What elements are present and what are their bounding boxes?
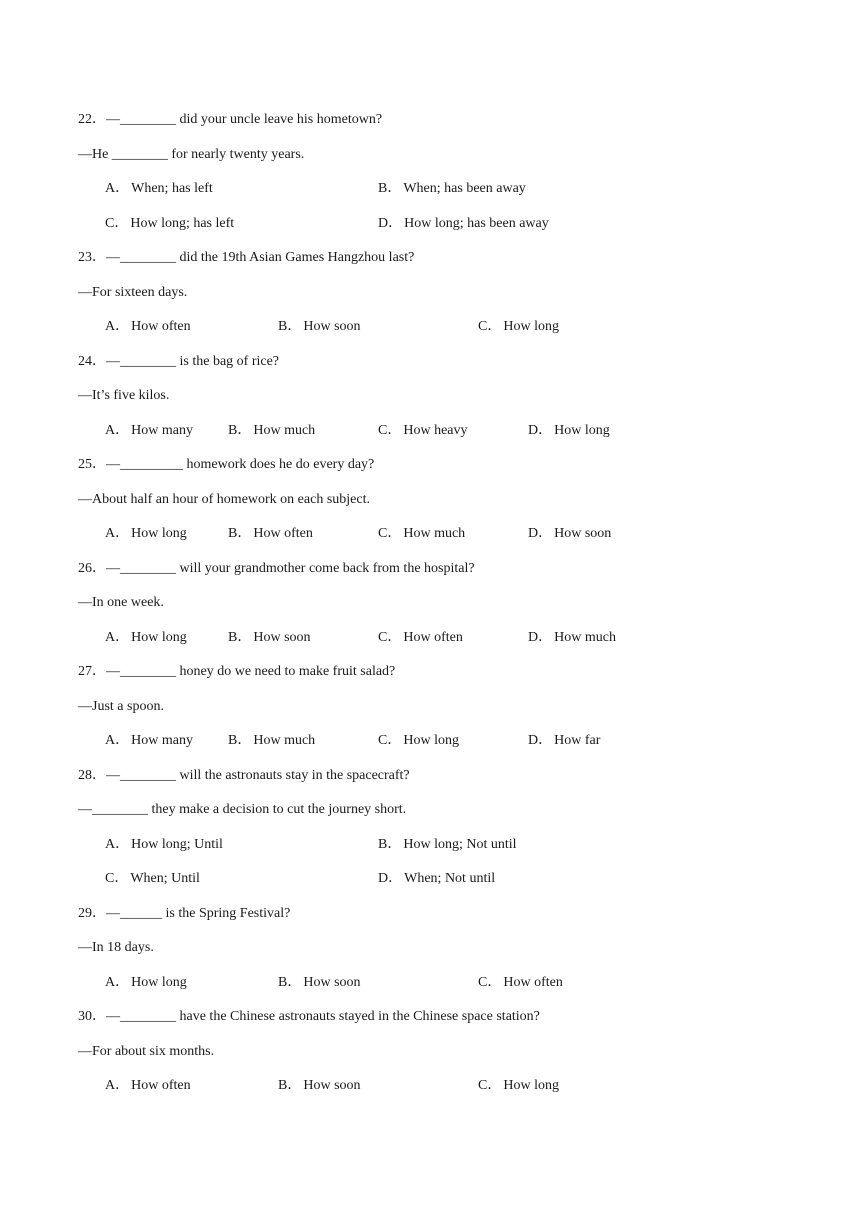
answer-option[interactable] <box>378 179 526 199</box>
options-row <box>0 628 860 663</box>
option-text: When; Not until <box>404 871 496 886</box>
option-letter: C． <box>378 526 402 541</box>
option-letter: C． <box>105 215 129 231</box>
option-text: How long; has left <box>130 215 235 231</box>
option-letter: B． <box>228 422 252 438</box>
answer-option[interactable] <box>105 869 200 889</box>
option-text: How far <box>554 733 601 748</box>
answer-option[interactable] <box>478 973 563 993</box>
option-letter: B． <box>378 181 402 196</box>
option-letter: B． <box>228 629 252 645</box>
options-row <box>0 214 860 249</box>
option-letter: B． <box>278 1078 302 1093</box>
answer-option[interactable] <box>278 317 361 337</box>
question-reply: —He ________ for nearly twenty years. <box>78 146 305 162</box>
option-letter: B． <box>228 733 252 748</box>
question-stem: 27．—________ honey do we need to make fruit salad? <box>78 664 396 679</box>
option-text: How much <box>253 733 316 748</box>
option-text: How long; Not until <box>403 836 517 852</box>
options-row <box>0 1076 860 1111</box>
question-reply: —In 18 days. <box>78 940 154 955</box>
options-row <box>0 179 860 214</box>
answer-option[interactable] <box>478 1076 559 1096</box>
question-stem: 24．—________ is the bag of rice? <box>78 353 280 369</box>
option-text: How long <box>131 526 187 541</box>
option-text: How often <box>131 1078 191 1093</box>
option-letter: A． <box>105 422 130 438</box>
option-text: How often <box>403 629 463 645</box>
answer-option[interactable] <box>105 973 187 993</box>
option-text: When; has been away <box>403 181 526 196</box>
answer-option[interactable] <box>228 524 313 544</box>
option-letter: C． <box>478 1078 502 1093</box>
option-text: When; Until <box>130 871 200 886</box>
question-block <box>0 248 860 352</box>
answer-option[interactable] <box>228 628 311 648</box>
option-text: How heavy <box>403 422 468 438</box>
option-letter: D． <box>528 526 553 541</box>
answer-option[interactable] <box>228 421 315 441</box>
option-text: How many <box>131 422 193 438</box>
answer-option[interactable] <box>278 1076 361 1096</box>
question-reply: —________ they make a decision to cut the journey short. <box>78 802 407 817</box>
option-text: How long <box>131 629 187 645</box>
option-text: How long <box>403 733 459 748</box>
question-reply: —For sixteen days. <box>78 284 188 300</box>
answer-option[interactable] <box>528 524 611 544</box>
options-row <box>0 731 860 766</box>
answer-option[interactable] <box>105 179 213 199</box>
question-block <box>0 662 860 766</box>
option-text: How often <box>253 526 313 541</box>
answer-option[interactable] <box>105 317 191 337</box>
answer-option[interactable] <box>528 421 610 441</box>
option-text: How many <box>131 733 193 748</box>
question-stem: 22．—________ did your uncle leave his hometown? <box>78 112 383 127</box>
question-reply: —Just a spoon. <box>78 698 164 714</box>
option-text: How much <box>253 422 316 438</box>
question-block <box>0 110 860 248</box>
answer-option[interactable] <box>105 731 193 751</box>
question-stem: 28．—________ will the astronauts stay in the spacecraft? <box>78 767 410 783</box>
option-text: How soon <box>253 629 311 645</box>
option-text: How soon <box>303 319 361 334</box>
question-block <box>0 559 860 663</box>
answer-option[interactable] <box>378 524 465 544</box>
option-letter: C． <box>378 733 402 748</box>
option-letter: C． <box>478 319 502 334</box>
options-row <box>0 835 860 870</box>
option-letter: C． <box>105 871 129 886</box>
option-letter: B． <box>278 319 302 334</box>
answer-option[interactable] <box>105 628 187 648</box>
option-letter: C． <box>478 974 502 990</box>
answer-option[interactable] <box>378 421 468 441</box>
option-letter: A． <box>105 974 130 990</box>
option-letter: B． <box>278 974 302 990</box>
options-row <box>0 869 860 904</box>
option-text: How long; has been away <box>404 215 549 231</box>
option-text: How much <box>554 629 616 645</box>
option-letter: A． <box>105 629 130 645</box>
option-letter: A． <box>105 733 130 748</box>
options-row <box>0 317 860 352</box>
answer-option[interactable] <box>378 869 495 889</box>
option-text: How much <box>403 526 466 541</box>
option-text: How long <box>503 319 559 334</box>
option-text: How long; Until <box>131 836 223 852</box>
question-reply: —In one week. <box>78 595 164 610</box>
question-reply: —About half an hour of homework on each subject. <box>78 491 370 507</box>
question-block <box>0 352 860 456</box>
option-letter: A． <box>105 836 130 852</box>
option-text: How long <box>503 1078 559 1093</box>
option-letter: C． <box>378 629 402 645</box>
question-block <box>0 904 860 1008</box>
option-text: How often <box>131 319 191 334</box>
answer-option[interactable] <box>105 214 234 234</box>
answer-option[interactable] <box>378 835 517 855</box>
option-letter: A． <box>105 526 130 541</box>
answer-option[interactable] <box>105 835 223 855</box>
options-row <box>0 973 860 1008</box>
option-letter: D． <box>528 629 553 645</box>
answer-option[interactable] <box>378 628 463 648</box>
answer-option[interactable] <box>378 731 459 751</box>
option-letter: D． <box>528 733 553 748</box>
option-letter: D． <box>378 871 403 886</box>
question-stem: 30．—________ have the Chinese astronauts stayed in the Chinese space station? <box>78 1009 540 1024</box>
question-block <box>0 455 860 559</box>
question-reply: —It’s five kilos. <box>78 388 170 403</box>
option-letter: A． <box>105 1078 130 1093</box>
option-letter: A． <box>105 181 130 196</box>
answer-option[interactable] <box>278 973 361 993</box>
options-row <box>0 524 860 559</box>
answer-option[interactable] <box>228 731 315 751</box>
question-stem: 25．—_________ homework does he do every day? <box>78 457 375 472</box>
option-letter: D． <box>528 422 553 438</box>
answer-option[interactable] <box>528 628 616 648</box>
question-stem: 29．—______ is the Spring Festival? <box>78 905 291 921</box>
option-letter: B． <box>378 836 402 852</box>
question-stem: 23．—________ did the 19th Asian Games Hangzhou last? <box>78 250 415 265</box>
option-text: How soon <box>303 1078 361 1093</box>
option-letter: A． <box>105 319 130 334</box>
question-reply: —For about six months. <box>78 1043 215 1059</box>
option-text: When; has left <box>131 181 213 196</box>
option-letter: B． <box>228 526 252 541</box>
option-text: How soon <box>554 526 612 541</box>
option-letter: D． <box>378 215 403 231</box>
option-text: How long <box>554 422 610 438</box>
answer-option[interactable] <box>105 1076 191 1096</box>
question-block <box>0 766 860 904</box>
option-text: How long <box>131 974 187 990</box>
option-text: How soon <box>303 974 361 990</box>
answer-option[interactable] <box>528 731 600 751</box>
answer-option[interactable] <box>478 317 559 337</box>
answer-option[interactable] <box>105 524 187 544</box>
option-letter: C． <box>378 422 402 438</box>
option-text: How often <box>503 974 563 990</box>
question-block <box>0 1007 860 1111</box>
question-stem: 26．—________ will your grandmother come back from the hospital? <box>78 560 475 576</box>
options-row <box>0 421 860 456</box>
answer-option[interactable] <box>378 214 549 234</box>
answer-option[interactable] <box>105 421 193 441</box>
